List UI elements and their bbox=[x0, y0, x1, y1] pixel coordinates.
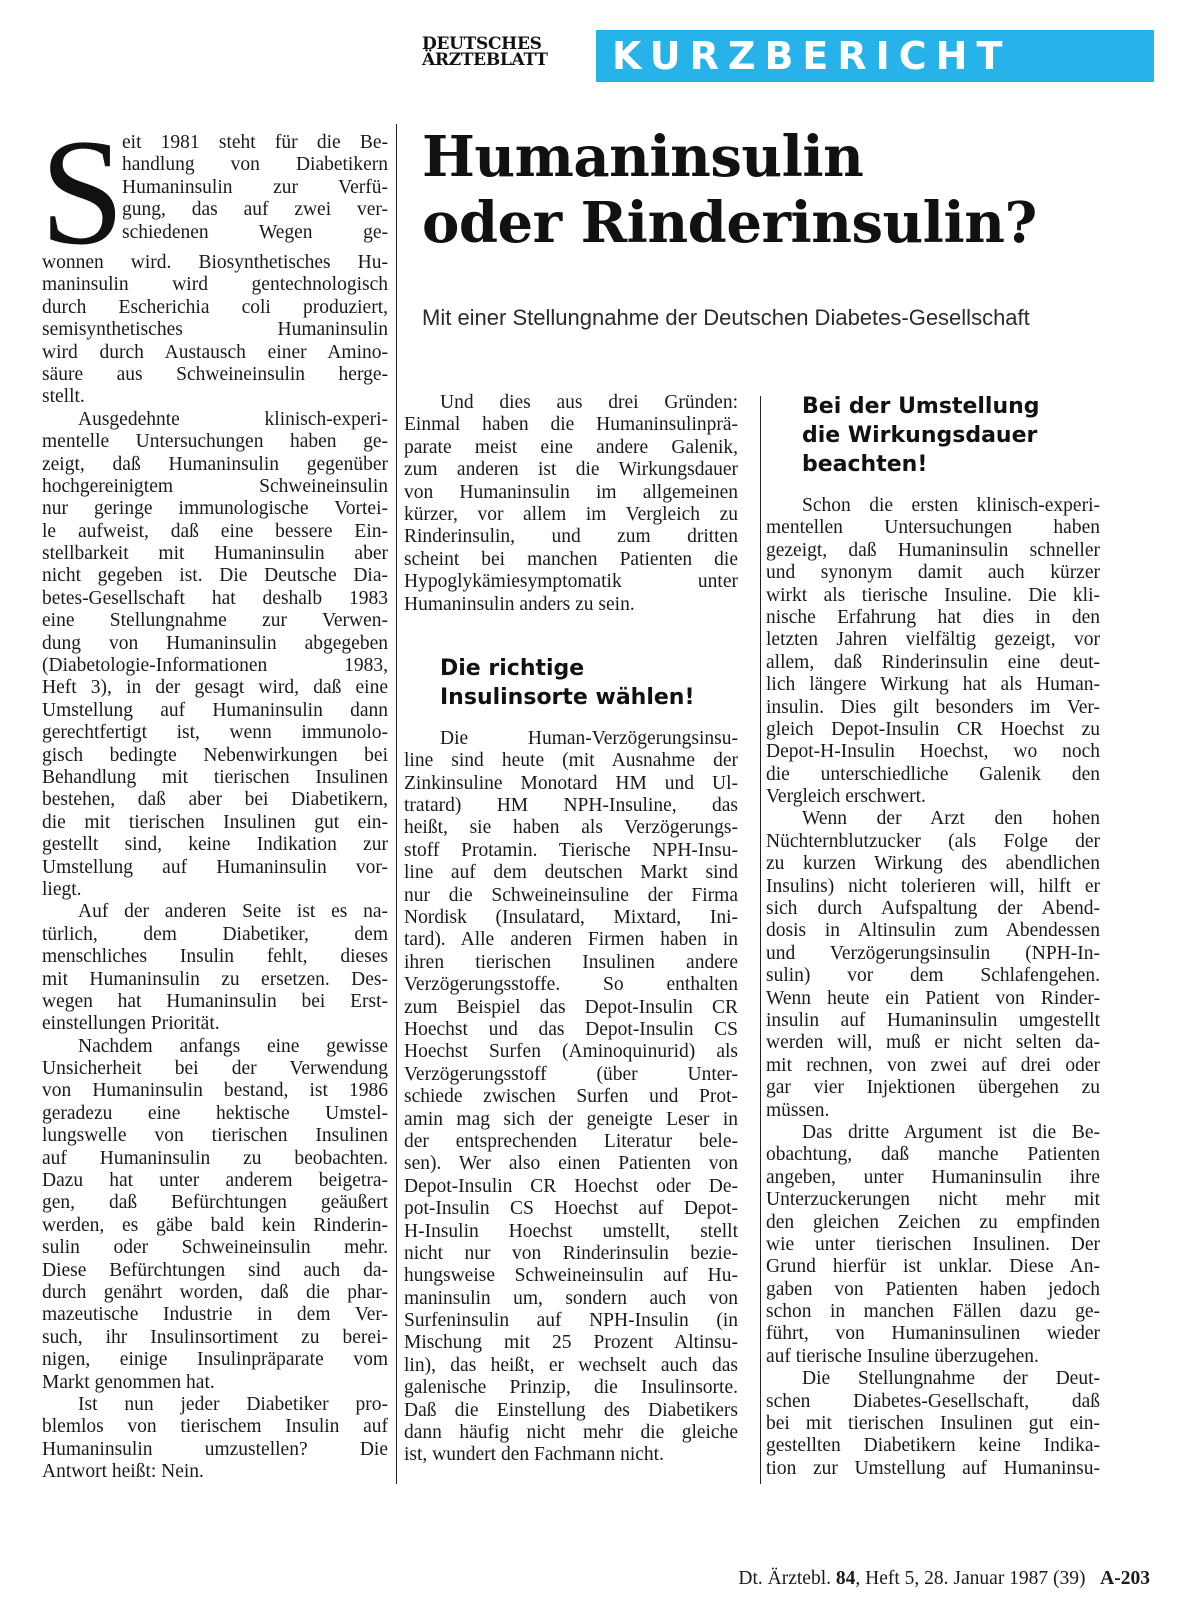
text-line: Und dies aus drei Gründen: bbox=[440, 392, 738, 413]
text-line: mit rechnen, von zwei auf drei oder bbox=[766, 1054, 1100, 1076]
drop-cap: S bbox=[40, 108, 125, 276]
text-line: geradezu eine hektische Umstel- bbox=[42, 1102, 388, 1124]
text-line: nur geringe immunologische Vortei- bbox=[42, 498, 388, 520]
drop-cap-lines bbox=[122, 132, 388, 252]
text-line: betes-Gesellschaft hat deshalb 1983 bbox=[42, 587, 388, 609]
text-line: gerechtfertigt ist, wenn immunolo- bbox=[42, 722, 388, 744]
masthead bbox=[422, 30, 1152, 82]
text-line: Behandlung mit tierischen Insulinen bbox=[42, 766, 388, 788]
text-line: die mit tierischen Insulinen gut ein- bbox=[42, 811, 388, 833]
text-line: Humaninsulin zur Verfü- bbox=[122, 176, 388, 198]
text-line: Das dritte Argument ist die Be- bbox=[802, 1121, 1100, 1143]
text-line: ist, wundert den Fachmann nicht. bbox=[404, 1444, 664, 1466]
text-line: schon in manchen Fällen dazu ge- bbox=[766, 1301, 1100, 1323]
text-line: Die Human-Verzögerungsinsu- bbox=[440, 727, 738, 749]
text-line: blemlos von tierischem Insulin auf bbox=[42, 1416, 388, 1438]
section-heading-wirkungsdauer bbox=[766, 392, 1100, 479]
heading-line: Bei der Umstellung bbox=[802, 394, 1040, 419]
text-line: Die Stellungnahme der Deut- bbox=[802, 1368, 1100, 1390]
text-line: Einmal haben die Humaninsulinprä- bbox=[404, 414, 738, 436]
footer-volume: 84 bbox=[835, 1568, 856, 1589]
column-3-body bbox=[766, 495, 1100, 1480]
text-line: Nachdem anfangs eine gewisse bbox=[78, 1035, 388, 1057]
text-line: werden will, muß er nicht selten da- bbox=[766, 1032, 1100, 1054]
text-line: Unsicherheit bei der Verwendung bbox=[42, 1058, 388, 1080]
text-line: Zinkinsuline Monotard HM und Ul- bbox=[404, 772, 738, 794]
text-line: Wenn heute ein Patient von Rinder- bbox=[766, 987, 1100, 1009]
text-line: maninsulin wird gentechnologisch bbox=[42, 274, 388, 296]
text-line: menschliches Insulin fehlt, dieses bbox=[42, 946, 388, 968]
text-line: schen Diabetes-Gesellschaft, daß bbox=[766, 1390, 1100, 1412]
text-line: Humaninsulin umzustellen? Die bbox=[42, 1438, 388, 1460]
text-line: und synonym damit auch kürzer bbox=[766, 562, 1100, 584]
text-line: Humaninsulin anders zu sein. bbox=[404, 593, 635, 615]
text-line: gestellt sind, keine Indikation zur bbox=[42, 834, 388, 856]
text-line: mentelle Untersuchungen haben ge- bbox=[42, 431, 388, 453]
text-line: tion zur Umstellung auf Humaninsu- bbox=[766, 1457, 1100, 1479]
text-line: tratard) HM NPH-Insuline, das bbox=[404, 795, 738, 817]
text-line: Diese Befürchtungen sind auch da- bbox=[42, 1259, 388, 1281]
text-line: mit Humaninsulin zu ersetzen. Des- bbox=[42, 968, 388, 990]
column-2-body bbox=[404, 728, 738, 1467]
title-line-2: oder Rinderinsulin? bbox=[422, 190, 1037, 256]
text-line: Nordisk (Insulatard, Mixtard, Ini- bbox=[404, 907, 738, 929]
text-line: nicht nur von Rinderinsulin bezie- bbox=[404, 1242, 738, 1264]
text-line: zu kurzen Wirkung des abendlichen bbox=[766, 853, 1100, 875]
text-line: den gleichen Zeichen zu empfinden bbox=[766, 1211, 1100, 1233]
text-line: Hoechst und das Depot-Insulin CS bbox=[404, 1018, 738, 1040]
text-line: der entsprechenden Literatur bele- bbox=[404, 1130, 738, 1152]
text-line: sen). Wer also einen Patienten von bbox=[404, 1153, 738, 1175]
text-line: hungsweise Schweineinsulin auf Hu- bbox=[404, 1265, 738, 1287]
article-subtitle: Mit einer Stellungnahme der Deutschen Diabetes-Gesellschaft bbox=[422, 305, 1030, 330]
text-line: von Humaninsulin im allgemeinen bbox=[404, 481, 738, 503]
text-line: bei mit tierischen Insulinen gut ein- bbox=[766, 1413, 1100, 1435]
text-line: schiede zwischen Surfen und Prot- bbox=[404, 1086, 738, 1108]
text-line: galenische Prinzip, die Insulinsorte. bbox=[404, 1377, 738, 1399]
text-line: müssen. bbox=[766, 1099, 830, 1121]
text-line: Umstellung auf Humaninsulin vor- bbox=[42, 856, 388, 878]
text-line: Unterzuckerungen nicht mehr mit bbox=[766, 1189, 1100, 1211]
text-line: auf tierische Insuline überzugehen. bbox=[766, 1345, 1039, 1367]
text-line: gung, das auf zwei ver- bbox=[122, 199, 388, 221]
text-line: insulin. Dies gilt besonders im Ver- bbox=[766, 696, 1100, 718]
column-2-intro bbox=[404, 392, 738, 616]
text-column-1 bbox=[40, 108, 388, 1483]
text-line: Mischung mit 25 Prozent Altinsu- bbox=[404, 1332, 738, 1354]
text-line: türlich, dem Diabetiker, dem bbox=[42, 923, 388, 945]
text-line: line auf dem deutschen Markt sind bbox=[404, 862, 738, 884]
text-line: Ist nun jeder Diabetiker pro- bbox=[78, 1393, 388, 1415]
text-line: stoff Protamin. Tierische NPH-Insu- bbox=[404, 839, 738, 861]
text-line: durch genährt worden, daß die phar- bbox=[42, 1281, 388, 1303]
section-heading-sorte bbox=[404, 654, 738, 712]
column-rule-2 bbox=[760, 396, 761, 1484]
heading-line: beachten! bbox=[802, 452, 928, 477]
text-line: sulin oder Schweineinsulin mehr. bbox=[42, 1237, 388, 1259]
text-line: Nüchternblutzucker (als Folge der bbox=[766, 830, 1100, 852]
text-line: scheint bei manchen Patienten die bbox=[404, 548, 738, 570]
text-line: lungswelle von tierischen Insulinen bbox=[42, 1125, 388, 1147]
text-line: wird durch Austausch einer Amino- bbox=[42, 341, 388, 363]
page-footer bbox=[600, 1568, 1150, 1590]
text-line: von Humaninsulin bestand, ist 1986 bbox=[42, 1080, 388, 1102]
text-line: bestehen, daß aber bei Diabetikern, bbox=[42, 789, 388, 811]
text-line: liegt. bbox=[42, 878, 82, 900]
text-line: kürzer, vor allem im Vergleich zu bbox=[404, 503, 738, 525]
text-line: letzten Jahren vielfältig gezeigt, vor bbox=[766, 629, 1100, 651]
text-line: line sind heute (mit Ausnahme der bbox=[404, 750, 738, 772]
text-line: wirkt als tierische Insuline. Die kli- bbox=[766, 584, 1100, 606]
text-line: werden, es gäbe bald kein Rinderin- bbox=[42, 1214, 388, 1236]
text-line: Wenn der Arzt den hohen bbox=[802, 808, 1100, 830]
text-line: gestellten Diabetikern keine Indika- bbox=[766, 1435, 1100, 1457]
text-line: Hypoglykämiesymptomatik unter bbox=[404, 571, 738, 593]
text-line: Markt genommen hat. bbox=[42, 1371, 215, 1393]
text-line: Insulins) nicht tolerieren will, hilft er bbox=[766, 875, 1100, 897]
text-line: parate meist eine andere Galenik, bbox=[404, 436, 738, 458]
text-line: gleich Depot-Insulin CR Hoechst zu bbox=[766, 718, 1100, 740]
text-line: mazeutische Industrie in dem Ver- bbox=[42, 1304, 388, 1326]
text-line: Dazu hat unter anderem beigetra- bbox=[42, 1170, 388, 1192]
text-line: obachtung, daß manche Patienten bbox=[766, 1144, 1100, 1166]
text-line: allem, daß Rinderinsulin eine deut- bbox=[766, 651, 1100, 673]
text-line: wonnen wird. Biosynthetisches Hu- bbox=[42, 252, 388, 273]
text-line: nische Erfahrung hat dies in den bbox=[766, 606, 1100, 628]
text-line: schiedenen Wegen ge- bbox=[122, 221, 388, 243]
text-line: die unterschiedliche Galenik den bbox=[766, 763, 1100, 785]
text-line: Verzögerungsstoffe. So enthalten bbox=[404, 974, 738, 996]
text-line: und Verzögerungsinsulin (NPH-In- bbox=[766, 942, 1100, 964]
text-line: Daß die Einstellung des Diabetikers bbox=[404, 1399, 738, 1421]
text-line: ihren tierischen Insulinen andere bbox=[404, 951, 738, 973]
text-line: Depot-H-Insulin Hoechst, wo noch bbox=[766, 741, 1100, 763]
heading-line: die Wirkungsdauer bbox=[802, 423, 1038, 448]
text-line: Verzögerungsstoff (über Unter- bbox=[404, 1063, 738, 1085]
text-line: Auf der anderen Seite ist es na- bbox=[78, 901, 388, 923]
journal-name-line1: DEUTSCHES bbox=[422, 34, 542, 54]
text-line: zum anderen ist die Wirkungsdauer bbox=[404, 459, 738, 481]
text-line: stellbarkeit mit Humaninsulin aber bbox=[42, 543, 388, 565]
text-line: pot-Insulin CS Hoechst auf Depot- bbox=[404, 1198, 738, 1220]
article-title bbox=[422, 124, 1162, 256]
text-line: gen, daß Befürchtungen geäußert bbox=[42, 1192, 388, 1214]
text-line: gisch bedingte Nebenwirkungen bei bbox=[42, 744, 388, 766]
text-line: heißt, sie haben als Verzögerungs- bbox=[404, 817, 738, 839]
text-line: lin), das heißt, er wechselt auch das bbox=[404, 1354, 738, 1376]
text-line: handlung von Diabetikern bbox=[122, 154, 388, 176]
text-line: Depot-Insulin CR Hoechst oder De- bbox=[404, 1175, 738, 1197]
text-line: Ausgedehnte klinisch-experi- bbox=[78, 408, 388, 430]
text-line: semisynthetisches Humaninsulin bbox=[42, 319, 388, 341]
heading-line: Insulinsorte wählen! bbox=[440, 684, 695, 710]
column-1-body bbox=[42, 252, 388, 1483]
text-line: tard). Alle anderen Firmen haben in bbox=[404, 929, 738, 951]
text-line: führt, von Humaninsulinen wieder bbox=[766, 1323, 1100, 1345]
text-column-3 bbox=[766, 392, 1100, 1480]
text-line: mentellen Untersuchungen haben bbox=[766, 517, 1100, 539]
text-line: hochgereinigtem Schweineinsulin bbox=[42, 475, 388, 497]
text-line: Surfeninsulin auf NPH-Insulin (in bbox=[404, 1310, 738, 1332]
text-line: wegen hat Humaninsulin bei Erst- bbox=[42, 990, 388, 1012]
text-line: nicht gegeben ist. Die Deutsche Dia- bbox=[42, 565, 388, 587]
text-line: sich durch Aufspaltung der Abend- bbox=[766, 898, 1100, 920]
journal-logo bbox=[422, 36, 592, 68]
text-line: säure aus Schweineinsulin herge- bbox=[42, 363, 388, 385]
title-line-1: Humaninsulin bbox=[422, 124, 864, 190]
text-line: durch Escherichia coli produziert, bbox=[42, 296, 388, 318]
column-rule-1 bbox=[396, 124, 397, 1484]
text-line: wie unter tierischen Insulinen. Der bbox=[766, 1233, 1100, 1255]
text-line: Rinderinsulin, und zum dritten bbox=[404, 526, 738, 548]
text-line: (Diabetologie-Informationen 1983, bbox=[42, 655, 388, 677]
text-line: zeigt, daß Humaninsulin gegenüber bbox=[42, 453, 388, 475]
text-line: auf Humaninsulin zu beobachten. bbox=[42, 1147, 388, 1169]
text-line: dann häufig nicht mehr die gleiche bbox=[404, 1422, 738, 1444]
text-line: gaben von Patienten haben jedoch bbox=[766, 1278, 1100, 1300]
text-line: gar vier Injektionen übergehen zu bbox=[766, 1077, 1100, 1099]
text-line: Grund hierfür ist unklar. Diese An- bbox=[766, 1256, 1100, 1278]
page-number: A-203 bbox=[1100, 1568, 1150, 1589]
text-line: dung von Humaninsulin abgegeben bbox=[42, 632, 388, 654]
text-line: Antwort heißt: Nein. bbox=[42, 1461, 204, 1483]
text-line: zum Beispiel das Depot-Insulin CR bbox=[404, 996, 738, 1018]
text-line: H-Insulin Hoechst umstellt, stellt bbox=[404, 1220, 738, 1242]
text-line: Vergleich erschwert. bbox=[766, 786, 926, 808]
text-line: gezeigt, daß Humaninsulin schneller bbox=[766, 539, 1100, 561]
text-line: eit 1981 steht für die Be- bbox=[122, 132, 388, 153]
text-line: dosis in Altinsulin zum Abendessen bbox=[766, 920, 1100, 942]
text-line: amin mag sich der geneigte Leser in bbox=[404, 1108, 738, 1130]
text-line: Hoechst Surfen (Aminoquinurid) als bbox=[404, 1041, 738, 1063]
text-line: stellt. bbox=[42, 386, 85, 408]
text-line: einstellungen Priorität. bbox=[42, 1013, 220, 1035]
footer-issue: , Heft 5, 28. Januar 1987 (39) bbox=[855, 1568, 1086, 1589]
text-line: nigen, einige Insulinpräparate vom bbox=[42, 1349, 388, 1371]
text-line: Umstellung auf Humaninsulin dann bbox=[42, 699, 388, 721]
text-column-2 bbox=[404, 392, 738, 1467]
text-line: eine Stellungnahme zur Verwen- bbox=[42, 610, 388, 632]
footer-journal: Dt. Ärztebl. bbox=[738, 1568, 832, 1589]
heading-line: Die richtige bbox=[440, 655, 585, 681]
text-line: insulin auf Humaninsulin umgestellt bbox=[766, 1009, 1100, 1031]
section-label: KURZBERICHT bbox=[596, 30, 1154, 82]
text-line: maninsulin um, sondern auch von bbox=[404, 1287, 738, 1309]
text-line: le aufweist, daß eine bessere Ein- bbox=[42, 520, 388, 542]
text-line: Schon die ersten klinisch-experi- bbox=[802, 495, 1100, 516]
journal-name-line2: ÄRZTEBLATT bbox=[422, 50, 548, 70]
text-line: angeben, unter Humaninsulin ihre bbox=[766, 1166, 1100, 1188]
text-line: nur die Schweineinsuline der Firma bbox=[404, 884, 738, 906]
text-line: Heft 3), in der gesagt wird, daß eine bbox=[42, 677, 388, 699]
text-line: lich längere Wirkung hat als Human- bbox=[766, 674, 1100, 696]
text-line: sulin) vor dem Schlafengehen. bbox=[766, 965, 1100, 987]
text-line: such, ihr Insulinsortiment zu berei- bbox=[42, 1326, 388, 1348]
